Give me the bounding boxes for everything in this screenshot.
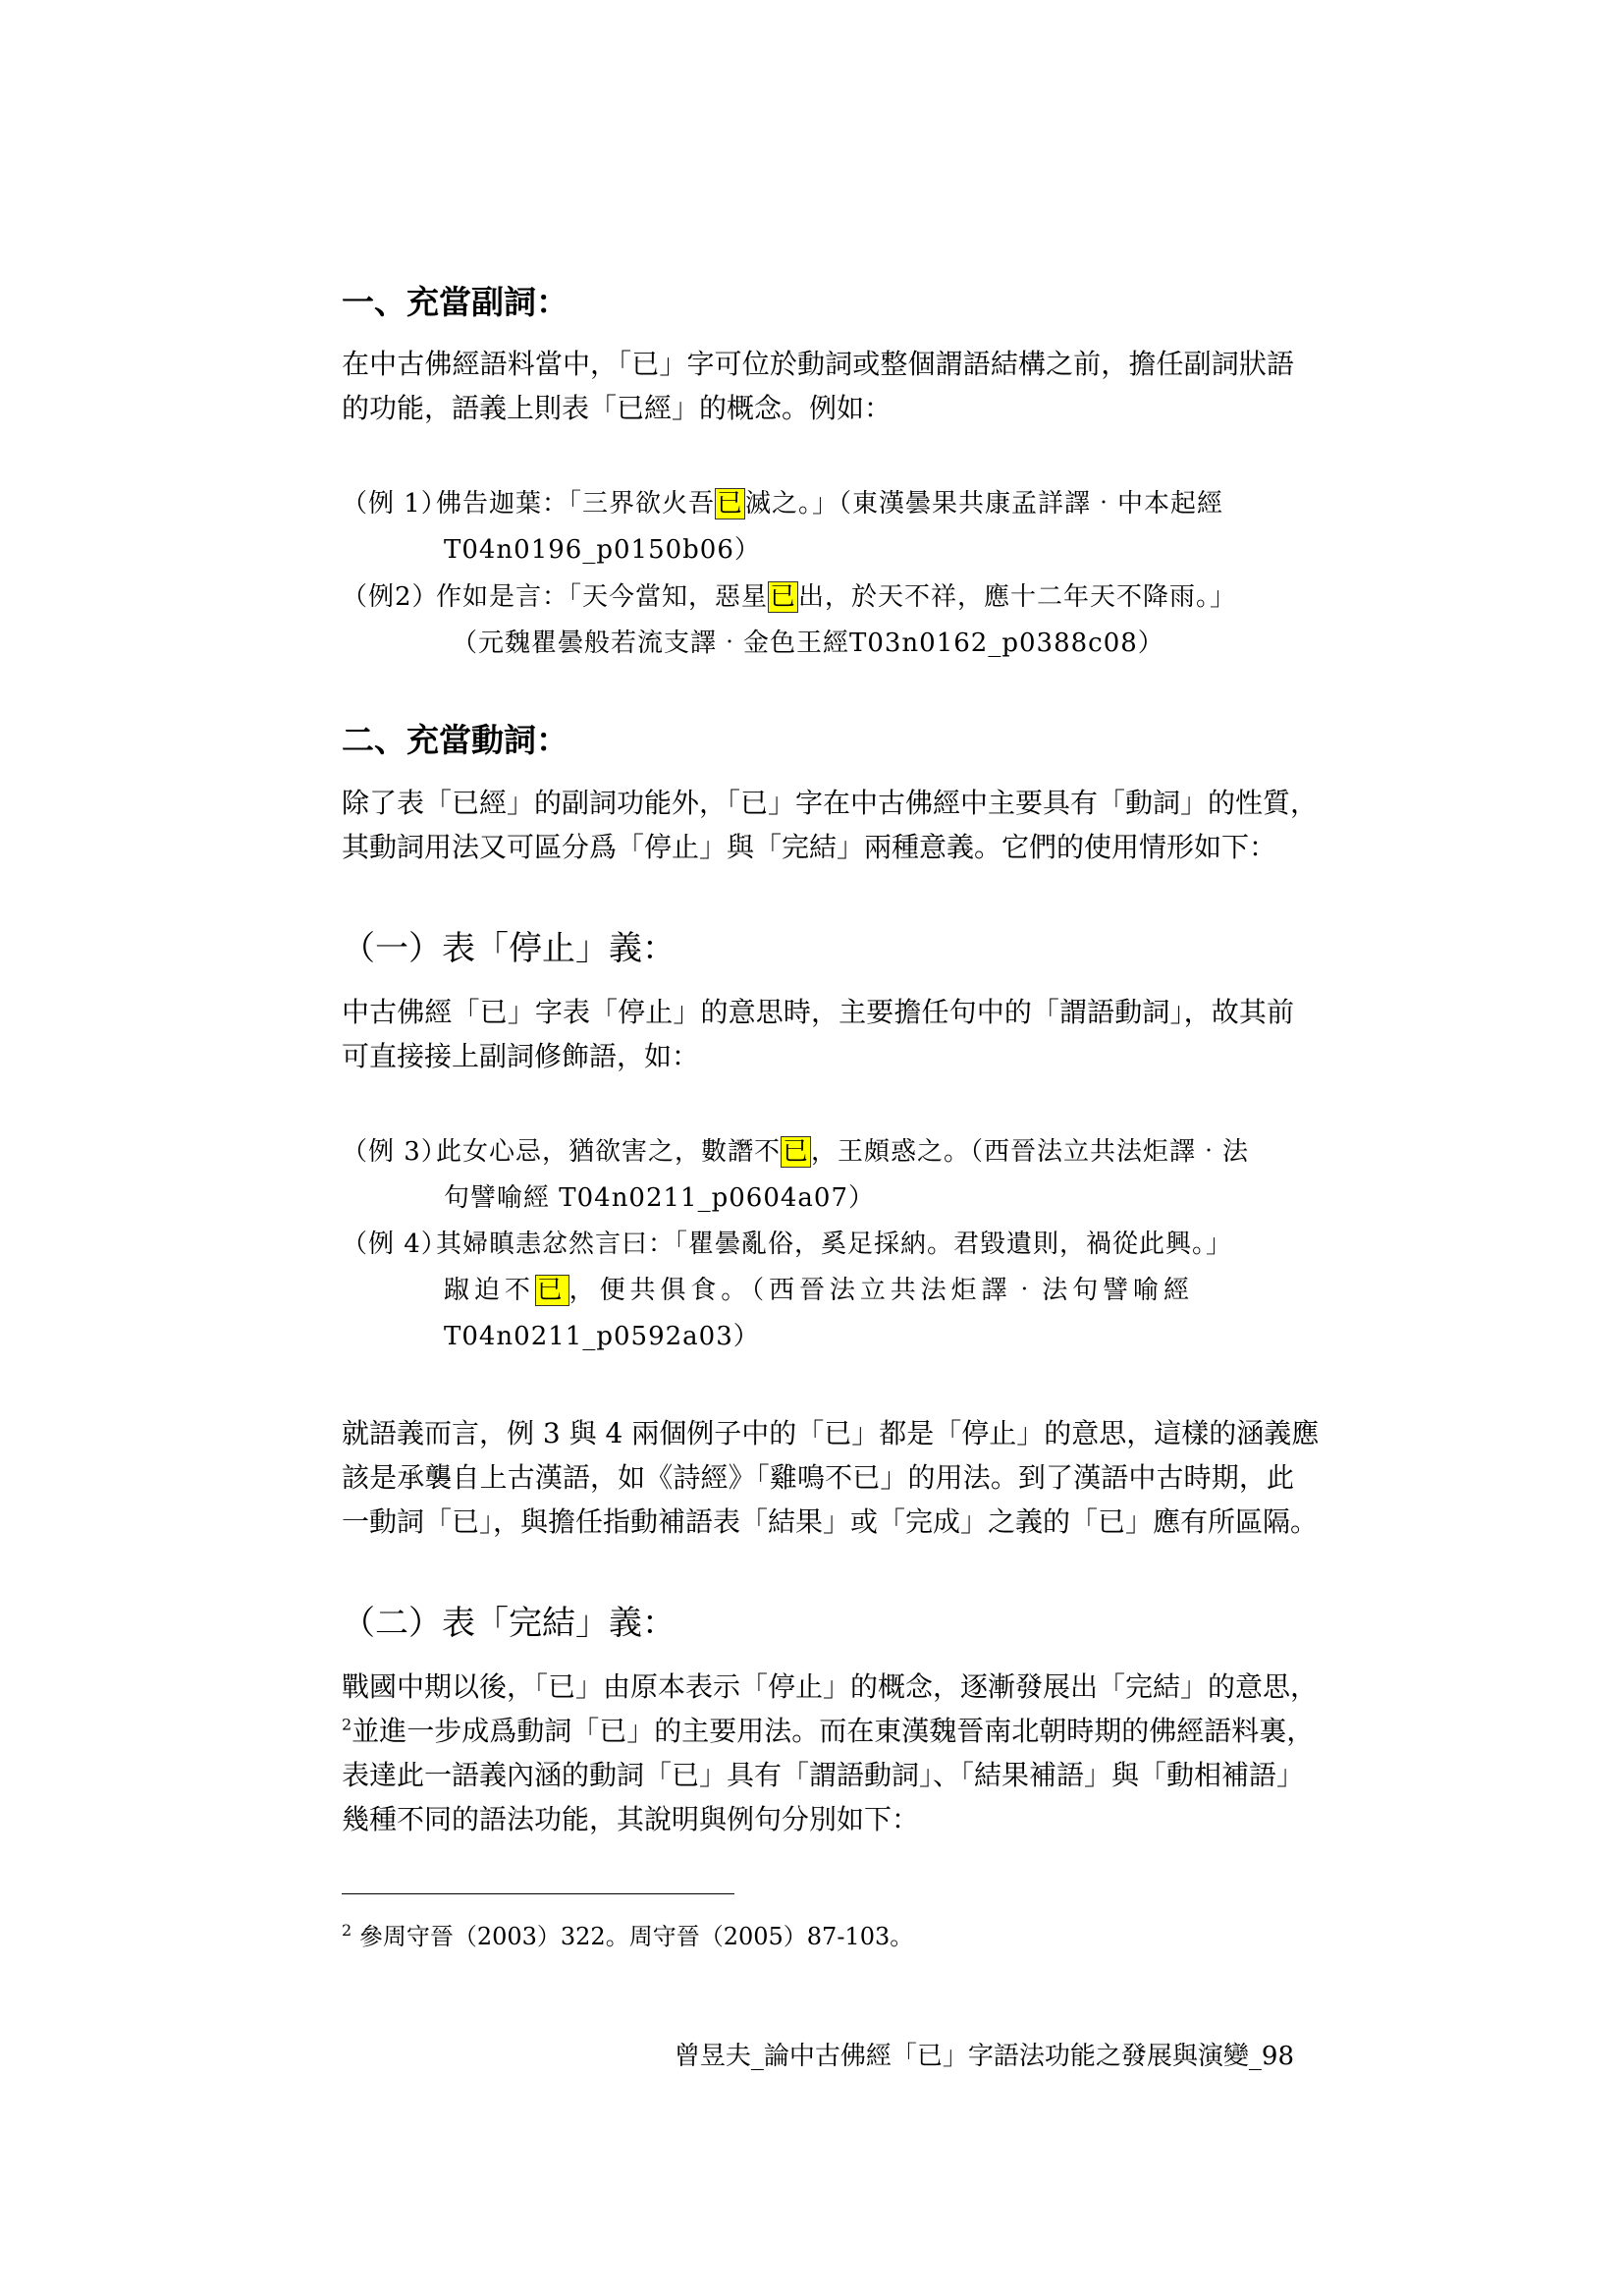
- paragraph-line: 可直接接上副詞修飾語，如：: [342, 1040, 700, 1072]
- highlighted-character: 已: [536, 1276, 568, 1305]
- example-3: [342, 1129, 1294, 1222]
- paragraph-line: 幾種不同的語法功能，其說明與例句分別如下：: [342, 1803, 920, 1835]
- highlighted-character: 已: [717, 489, 744, 519]
- example-citation: （元魏瞿曇般若流支譯‧金色王經T03n0162_p0388c08）: [452, 629, 1164, 658]
- example-text: 出，於天不祥，應十二年天不降雨。」: [798, 582, 1237, 612]
- footnote-mark: 2: [342, 1921, 352, 1940]
- example-citation: T04n0211_p0592a03）: [444, 1322, 760, 1351]
- highlighted-character: 已: [783, 1137, 810, 1167]
- example-tag: （例 4）: [342, 1230, 448, 1259]
- paragraph-line: 該是承襲自上古漢語，如《詩經》「雞鳴不已」的用法。到了漢語中古時期，此: [342, 1461, 1294, 1494]
- paragraph-line: 就語義而言，例 3 與 4 兩個例子中的「已」都是「停止」的意思，這樣的涵義應: [342, 1417, 1320, 1449]
- example-tag: （例 1）: [342, 489, 448, 519]
- subsection-heading-complete: （二）表「完結」義：: [342, 1604, 676, 1643]
- paragraph-adverb-intro: [342, 342, 1294, 430]
- example-text: ，王頗惑之。（西晉法立共法炬譯‧法: [811, 1137, 1250, 1167]
- example-citation: T04n0196_p0150b06）: [444, 535, 761, 565]
- example-tag: （例 3）: [342, 1137, 448, 1167]
- footnote: [342, 1917, 913, 1951]
- example-text: 滅之。」（東漢曇果共康孟詳譯‧中本起經: [745, 489, 1224, 519]
- example-1: [342, 481, 1294, 574]
- paragraph-line: $^2$並進一步成爲動詞「已」的主要用法。而在東漢魏晉南北朝時期的佛經語料裏，: [342, 1715, 1315, 1747]
- paragraph-line: 戰國中期以後，「已」由原本表示「停止」的概念，逐漸發展出「完結」的意思，: [342, 1670, 1319, 1703]
- highlighted-character: 已: [770, 582, 797, 612]
- example-2: [342, 574, 1294, 667]
- paragraph-complete-intro: [342, 1665, 1319, 1841]
- paragraph-line: 其動詞用法又可區分爲「停止」與「完結」兩種意義。它們的使用情形如下：: [342, 831, 1277, 863]
- footnote-reference[interactable]: 2: [342, 1715, 352, 1734]
- paragraph-line: 中古佛經「已」字表「停止」的意思時，主要擔任句中的「謂語動詞」，故其前: [342, 996, 1294, 1028]
- example-text: 踧迫不: [444, 1276, 535, 1305]
- example-citation: 句譬喻經 T04n0211_p0604a07）: [444, 1183, 876, 1213]
- example-tag: （例2）: [342, 582, 439, 612]
- example-4: [342, 1222, 1294, 1360]
- example-text: 作如是言：「天今當知，惡星: [436, 582, 769, 612]
- subsection-heading-stop: （一）表「停止」義：: [342, 929, 676, 968]
- example-text: 此女心忌，猶欲害之，數譖不: [436, 1137, 782, 1167]
- paragraph-stop-discussion: [342, 1411, 1320, 1544]
- paragraph-verb-intro: [342, 781, 1319, 869]
- footnote-text: 參周守晉（2003）322。周守晉（2005）87-103。: [352, 1923, 914, 1950]
- example-text: 佛告迦葉：「三界欲火吾: [436, 489, 716, 519]
- paragraph-line: 在中古佛經語料當中，「已」字可位於動詞或整個謂語結構之前，擔任副詞狀語: [342, 348, 1294, 380]
- example-text: 其婦瞋恚忿然言曰：「瞿曇亂俗，奚足採納。君毀遺則，禍從此興。」: [436, 1230, 1233, 1259]
- section-heading-adverb: 一、充當副詞：: [342, 283, 568, 321]
- paragraph-line: 的功能，語義上則表「已經」的概念。例如：: [342, 392, 893, 424]
- section-heading-verb: 二、充當動詞：: [342, 721, 568, 759]
- footnote-divider: [342, 1893, 734, 1894]
- paragraph-stop-intro: [342, 990, 1294, 1078]
- example-text: ，便共俱食。（西晉法立共法炬譯‧法句譬喻經: [568, 1276, 1190, 1305]
- paragraph-line: 表達此一語義內涵的動詞「已」具有「謂語動詞」、「結果補語」與「動相補語」: [342, 1759, 1305, 1791]
- paragraph-line: 一動詞「已」，與擔任指動補語表「結果」或「完成」之義的「已」應有所區隔。: [342, 1505, 1319, 1538]
- paragraph-line: 除了表「已經」的副詞功能外，「已」字在中古佛經中主要具有「動詞」的性質，: [342, 787, 1319, 819]
- page-footer: 曾昱夫_論中古佛經「已」字語法功能之發展與演變_98: [674, 2042, 1294, 2071]
